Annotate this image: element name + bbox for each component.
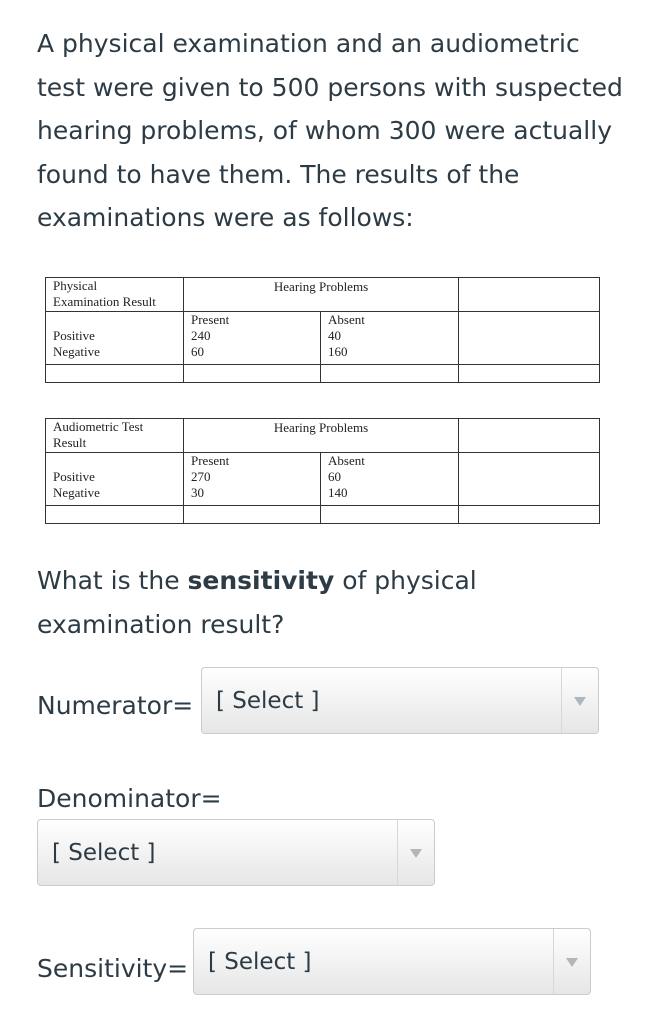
sensitivity-select-value: [ Select ] (208, 948, 312, 975)
empty-cell (321, 506, 459, 524)
dropdown-arrow (561, 668, 598, 733)
row-label-positive: Positive (53, 328, 95, 343)
audiometric-header-cell (46, 419, 184, 453)
empty-cell (459, 506, 600, 524)
denominator-select-value: [ Select ] (52, 839, 156, 866)
col-header-present: Present (191, 453, 230, 468)
absent-positive-value: 40 (328, 328, 341, 343)
audiometric-header-line1: Audiometric Test (53, 419, 144, 434)
absent-negative-value: 140 (328, 485, 348, 500)
empty-cell (459, 419, 600, 453)
present-positive-value: 240 (191, 328, 211, 343)
question-bold-term: sensitivity (187, 566, 335, 595)
question-suffix: of physical examination result? (37, 566, 477, 639)
col-header-absent: Absent (328, 312, 365, 327)
dropdown-arrow (553, 929, 590, 994)
empty-cell (459, 278, 600, 312)
absent-negative-value: 160 (328, 344, 348, 359)
empty-cell (459, 312, 600, 365)
empty-cell (459, 365, 600, 383)
denominator-select[interactable] (37, 819, 435, 886)
present-column-cell (184, 312, 321, 365)
question-intro-text: A physical examination and an audiometric test were given to 500 persons with suspected hearing problems, of whom 300 were actually found to have them. The results of the examinations were as follows: (37, 29, 623, 232)
sensitivity-label: Sensitivity= (37, 954, 189, 983)
row-label-negative: Negative (53, 485, 100, 500)
hearing-problems-header: Hearing Problems (184, 278, 459, 312)
question-text (37, 559, 577, 646)
hearing-problems-header: Hearing Problems (184, 419, 459, 453)
empty-cell (459, 453, 600, 506)
col-header-absent: Absent (328, 453, 365, 468)
absent-positive-value: 60 (328, 469, 341, 484)
present-positive-value: 270 (191, 469, 211, 484)
row-label-positive: Positive (53, 469, 95, 484)
numerator-select-value: [ Select ] (216, 687, 320, 714)
row-label-negative: Negative (53, 344, 100, 359)
absent-column-cell (321, 312, 459, 365)
numerator-select[interactable] (201, 667, 599, 734)
audiometric-test-table (45, 418, 600, 524)
dropdown-arrow (397, 820, 434, 885)
physical-exam-header-line1: Physical (53, 278, 98, 293)
chevron-down-icon (566, 958, 578, 967)
chevron-down-icon (410, 849, 422, 858)
present-negative-value: 30 (191, 485, 204, 500)
present-column-cell (184, 453, 321, 506)
empty-cell (46, 365, 184, 383)
numerator-label: Numerator= (37, 691, 194, 720)
empty-cell (184, 365, 321, 383)
question-prefix: What is the (37, 566, 188, 595)
audiometric-header-line2: Result (53, 435, 87, 450)
absent-column-cell (321, 453, 459, 506)
row-labels-cell (46, 312, 184, 365)
row-labels-cell (46, 453, 184, 506)
chevron-down-icon (574, 697, 586, 706)
denominator-label: Denominator= (37, 784, 222, 813)
physical-exam-header-cell (46, 278, 184, 312)
empty-cell (321, 365, 459, 383)
sensitivity-select[interactable] (193, 928, 591, 995)
physical-exam-table (45, 277, 600, 383)
col-header-present: Present (191, 312, 230, 327)
empty-cell (46, 506, 184, 524)
present-negative-value: 60 (191, 344, 204, 359)
physical-exam-header-line2: Examination Result (53, 294, 156, 309)
empty-cell (184, 506, 321, 524)
